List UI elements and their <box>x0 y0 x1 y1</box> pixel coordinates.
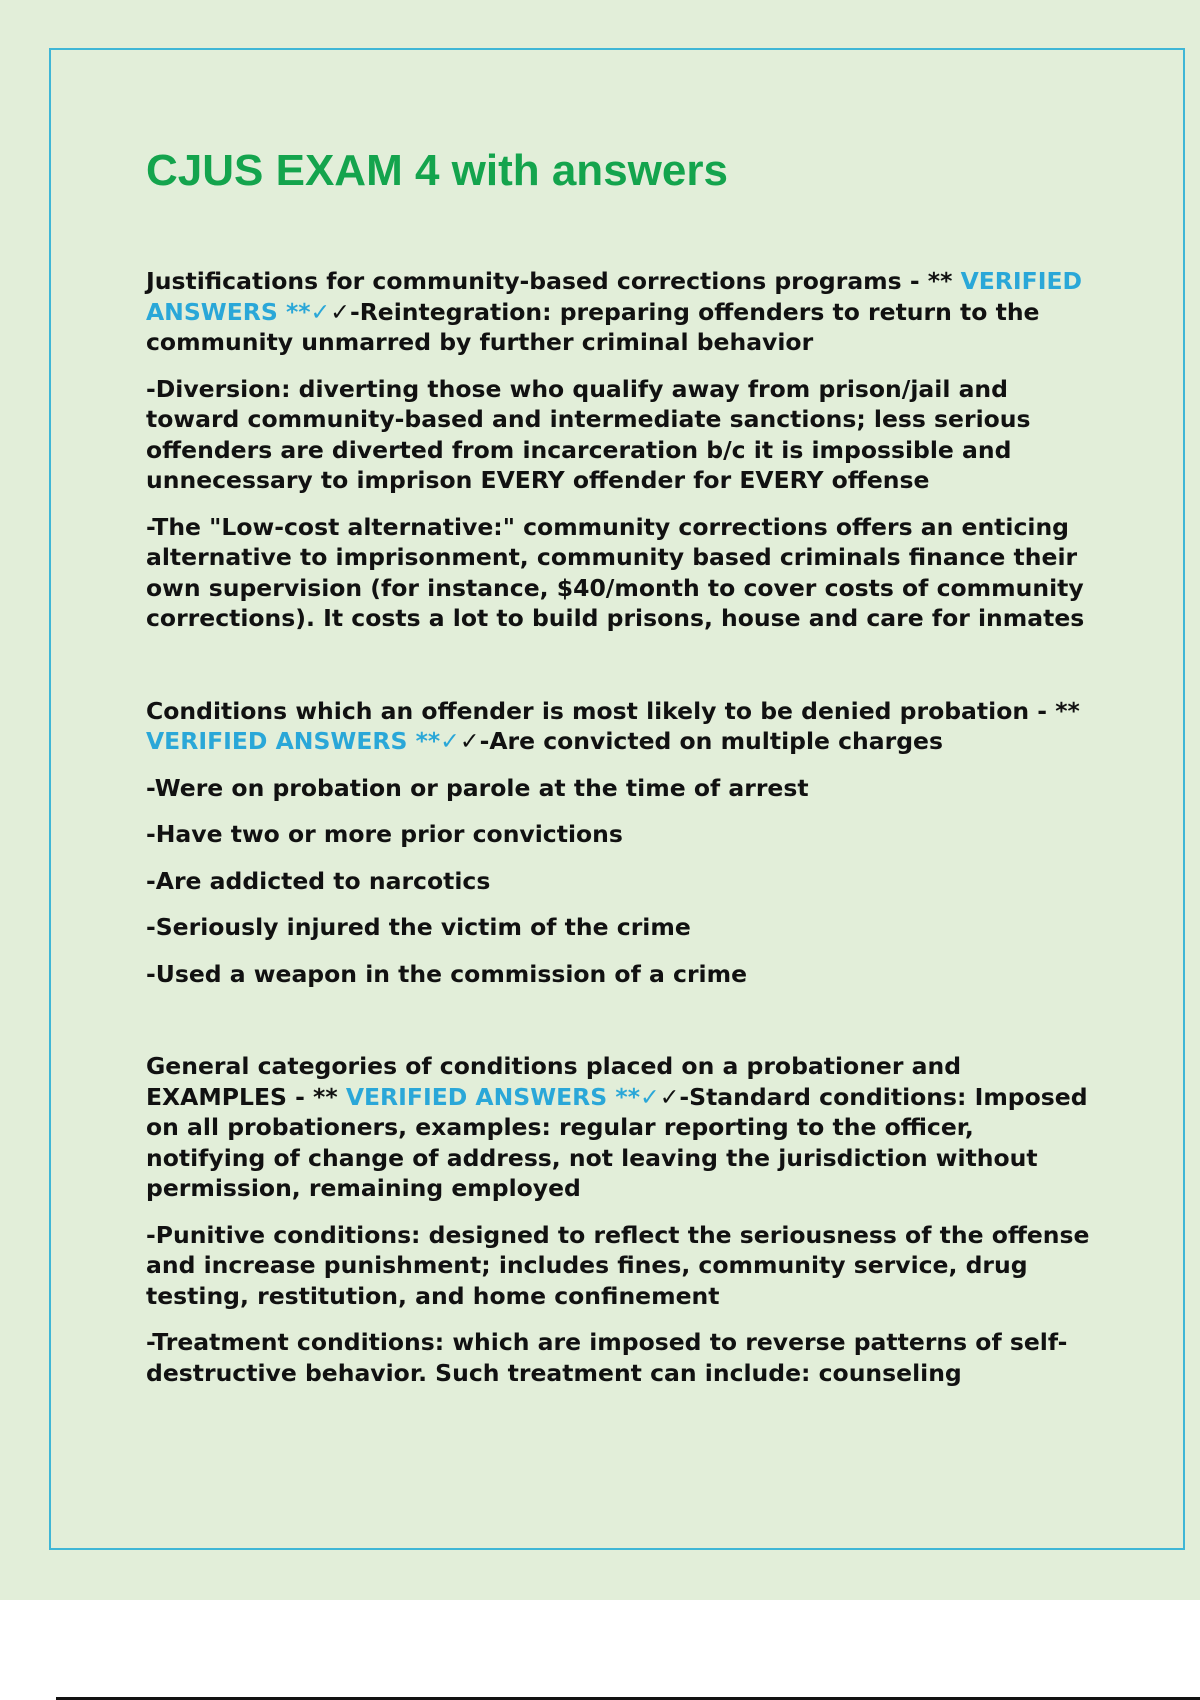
check-icon: ✓ <box>330 297 350 326</box>
answer-paragraph: -Diversion: diverting those who qualify away from prison/jail and toward community-based and intermediate sanctions; less serious offenders are diverted from incarceration b/c it is impossible and unnecessary to imprison EVERY offender for EVERY offense <box>146 374 1031 494</box>
answer-paragraph: -Punitive conditions: designed to reflect the seriousness of the offense and increase punishment; includes fines, community service, drug testing, restitution, and home confinement <box>146 1220 1090 1310</box>
answer-paragraph: -Seriously injured the victim of the crime <box>146 913 691 941</box>
question-text: Justifications for community-based corrections programs <box>146 267 902 295</box>
question-paragraph: Conditions which an offender is most likely to be denied probation - ** VERIFIED ANSWERS **✓✓-Are convicted on multiple charges <box>146 696 1080 755</box>
verified-stars: **✓ <box>415 727 460 755</box>
verified-label: VERIFIED ANSWERS <box>345 1082 608 1111</box>
answer-paragraph: -Have two or more prior convictions <box>146 820 623 848</box>
verified-stars: **✓ <box>615 1082 660 1111</box>
answer-paragraph: -Are addicted to narcotics <box>146 866 491 895</box>
answer-paragraph: -Used a weapon in the commission of a crime <box>146 959 748 988</box>
answer-paragraph: -Were on probation or parole at the time of arrest <box>146 773 809 802</box>
answer-text: -Are convicted on multiple charges <box>479 727 943 755</box>
document-title: CJUS EXAM 4 with answers <box>146 146 728 195</box>
answer-paragraph: -The "Low-cost alternative:" community corrections offers an enticing alternative to imprisonment, community based criminals finance their own supervision (for instance, $40/month to cover costs of community corrections). It costs a lot to build prisons, house and care for inmates <box>146 512 1085 632</box>
verified-label: VERIFIED ANSWERS <box>146 267 1082 326</box>
answer-text: -Reintegration: preparing offenders to return to the community unmarred by further criminal behavior <box>146 297 1040 356</box>
document-body <box>146 266 1096 1404</box>
check-icon: ✓ <box>659 1082 680 1111</box>
check-icon: ✓ <box>459 727 480 755</box>
verified-label: VERIFIED ANSWERS <box>146 727 408 755</box>
question-text: Conditions which an offender is most likely to be denied probation <box>146 696 1030 725</box>
answer-paragraph: -Treatment conditions: which are imposed to reverse patterns of self-destructive behavior. Such treatment can include: counseling <box>146 1328 1068 1387</box>
answer-text: -Standard conditions: Imposed on all probationers, examples: regular reporting to the officer, notifying of change of address, not leaving the jurisdiction without permission, remaining employed <box>146 1082 1088 1202</box>
verified-stars: **✓ <box>285 297 331 326</box>
question-text: General categories of conditions placed on a probationer and EXAMPLES <box>146 1052 962 1111</box>
question-paragraph: General categories of conditions placed on a probationer and EXAMPLES - ** VERIFIED ANSWERS **✓✓-Standard conditions: Imposed on all probationers, examples: regular reporting to the officer, notifying of change of address, not leaving the jurisdiction without permission, remaining employed <box>146 1052 1088 1202</box>
question-paragraph: Justifications for community-based corrections programs - ** VERIFIED ANSWERS **✓✓-Reintegration: preparing offenders to return to the community unmarred by further criminal behavior <box>146 267 1082 356</box>
